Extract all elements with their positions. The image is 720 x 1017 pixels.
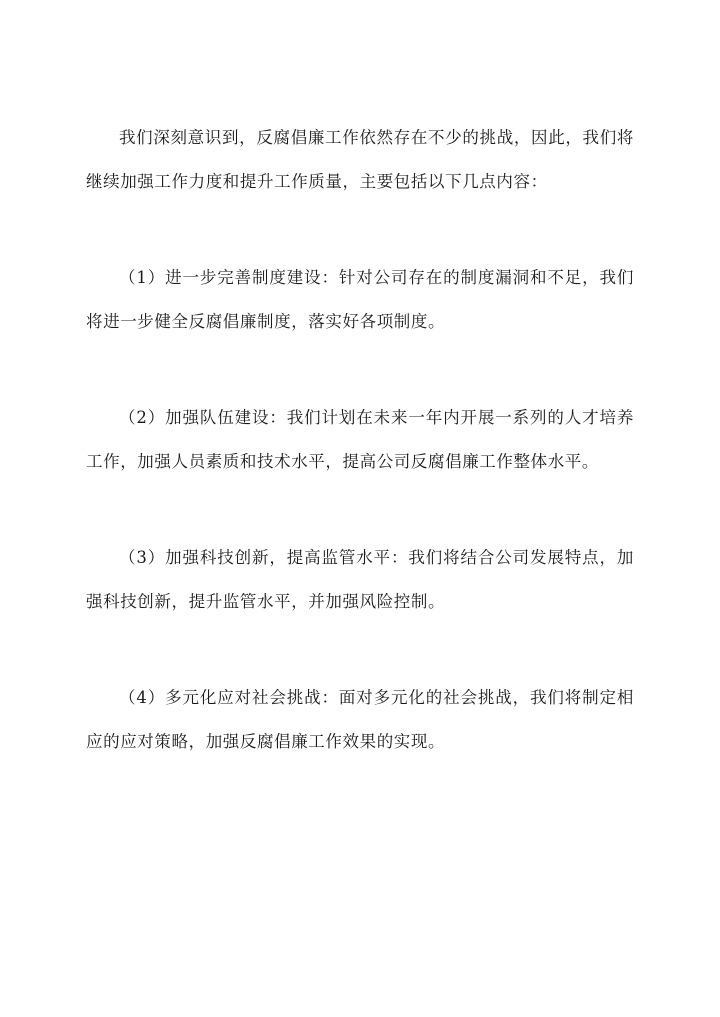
item-2-paragraph: （2）加强队伍建设：我们计划在未来一年内开展一系列的人才培养工作，加强人员素质和技术水平，提高公司反腐倡廉工作整体水平。 — [86, 408, 634, 471]
item-1-paragraph: （1）进一步完善制度建设：针对公司存在的制度漏洞和不足，我们将进一步健全反腐倡廉制度，落实好各项制度。 — [86, 268, 634, 331]
item-3-paragraph: （3）加强科技创新，提高监管水平：我们将结合公司发展特点，加强科技创新，提升监管水平，并加强风险控制。 — [86, 548, 634, 611]
intro-paragraph: 我们深刻意识到，反腐倡廉工作依然存在不少的挑战，因此，我们将继续加强工作力度和提升工作质量，主要包括以下几点内容： — [86, 128, 634, 191]
item-4-paragraph: （4）多元化应对社会挑战：面对多元化的社会挑战，我们将制定相应的应对策略，加强反腐倡廉工作效果的实现。 — [86, 688, 634, 751]
